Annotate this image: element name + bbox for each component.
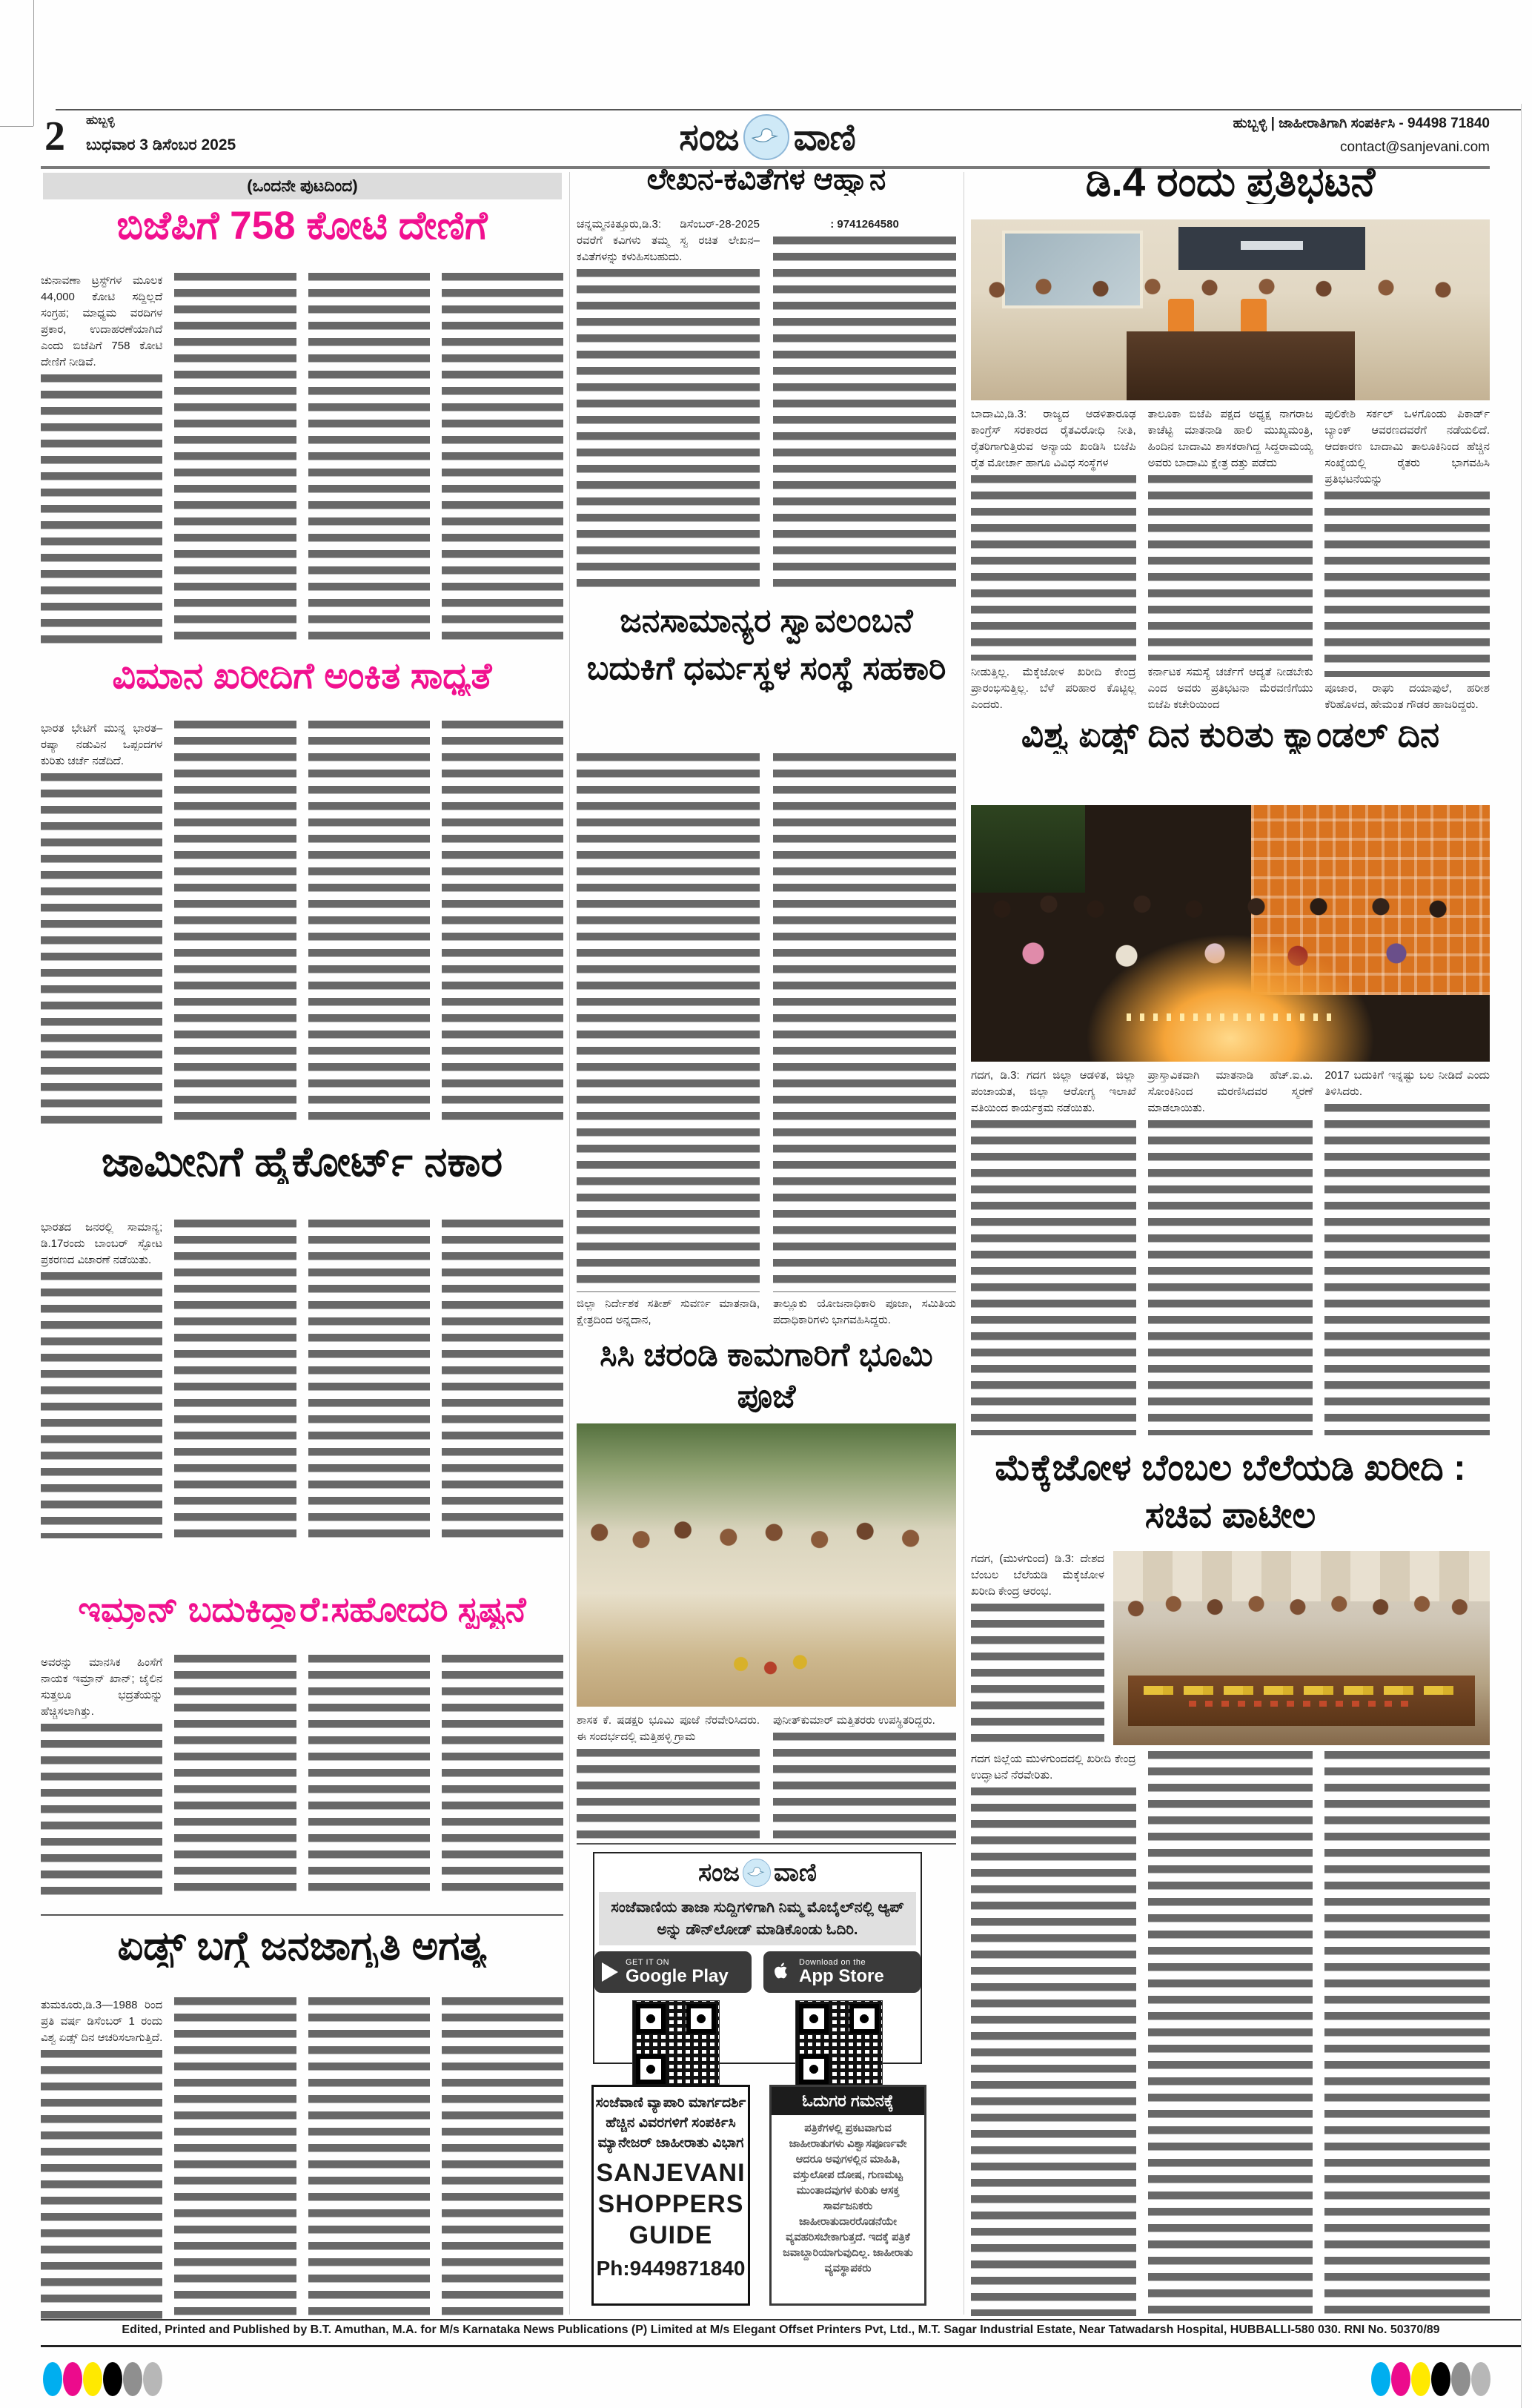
- body-column: [308, 273, 430, 644]
- maize-article-side-column: [971, 1551, 1104, 1745]
- badge-text: [799, 1959, 884, 1986]
- article-body-dharmasthala: [577, 753, 956, 1329]
- corner-crop-mark: [0, 126, 33, 127]
- body-text-lines: [174, 1997, 296, 2321]
- article-body-candle-day: [971, 1068, 1490, 1435]
- body-column: [1148, 1751, 1313, 2316]
- body-column: [1148, 1068, 1313, 1435]
- footer-top-rule: [41, 2319, 1521, 2321]
- cyan-dot: [1371, 2362, 1390, 2396]
- body-column: [442, 273, 563, 644]
- apple-icon: [771, 1960, 792, 1985]
- body-column: [577, 753, 760, 1329]
- app-promo-box: [593, 1852, 922, 2064]
- gathered-people: [1113, 1582, 1490, 1660]
- body-text-lines: [308, 1997, 430, 2321]
- body-column: [773, 1713, 956, 1840]
- badge-label: Google Play: [626, 1966, 729, 1987]
- body-column: [308, 1655, 430, 1899]
- body-text-lines: [577, 269, 760, 587]
- body-text-lines: [773, 236, 956, 587]
- body-column: [442, 721, 563, 1127]
- qr-finder: [799, 2054, 829, 2084]
- article-body-bjp-donation: [41, 273, 563, 644]
- body-column: [971, 406, 1136, 713]
- app-promo-text: ಸಂಜೆವಾಣಿಯ ತಾಜಾ ಸುದ್ದಿಗಳಿಗಾಗಿ ನಿಮ್ಮ ಮೊಬೈಲ್‌ನಲ್ಲಿ ಆ್ಯಪ್ ಅನ್ನು ಡೌನ್‌ಲೋಡ್ ಮಾಡಿಕೊಂಡು ಓದಿರಿ.: [599, 1892, 916, 1945]
- body-column: [174, 1997, 296, 2321]
- logo-text-right: ವಾಣಿ: [793, 116, 855, 158]
- google-play-badge: [594, 1951, 752, 1993]
- body-text-lines: [174, 721, 296, 1127]
- article-headline-maize-msp: ಮೆಕ್ಕೆಜೋಳ ಬೆಂಬಲ ಬೆಲೆಯಡಿ ಖರೀದಿ : ಸಚಿವ ಪಾಟೀಲ: [995, 1448, 1466, 1535]
- logo-text-left: ಸಂಜ: [679, 116, 739, 158]
- body-column: [971, 1751, 1136, 2316]
- article-excerpt: ಪುನೀತ್‌ಕುಮಾರ್ ಮತ್ತಿತರರು ಉಪಸ್ಥಿತರಿದ್ದರು.: [773, 1714, 935, 1727]
- maize-procurement-photo: [1113, 1551, 1490, 1745]
- qr-finder: [636, 2054, 666, 2084]
- badge-top-line: GET IT ON: [626, 1957, 670, 1967]
- article-excerpt: ಪ್ರಾಸ್ತಾವಿಕವಾಗಿ ಮಾತನಾಡಿ ಹೆಚ್.ಐ.ವಿ. ಸೋಂಕಿನಿಂದ ಮರಣಿಸಿದವರ ಸ್ಮರಣೆ ಮಾಡಲಾಯಿತು.: [1147, 1069, 1313, 1114]
- badge-text: [626, 1959, 729, 1986]
- body-text-lines: [442, 273, 563, 644]
- body-text-lines: [41, 773, 162, 1127]
- article-headline-dharmasthala: ಜನಸಾಮಾನ್ಯರ ಸ್ವಾವಲಂಬನೆ ಬದುಕಿಗೆ ಧರ್ಮಸ್ಥಳ ಸಂಸ್ಥೆ ಸಹಕಾರಿ: [586, 603, 946, 687]
- header-top-rule: [56, 109, 1521, 110]
- body-column: [577, 1713, 760, 1840]
- article-headline-aircraft: ವಿಮಾನ ಖರೀದಿಗೆ ಅಂಕಿತ ಸಾಧ್ಯತೆ: [112, 657, 492, 696]
- body-text-lines: [577, 753, 760, 1292]
- reader-notice-title: ಓದುಗರ ಗಮನಕ್ಕೆ: [772, 2087, 924, 2115]
- article-excerpt: ಗದಗ, ಡಿ.3: ಗದಗ ಜಿಲ್ಲಾ ಆಡಳಿತ, ಜಿಲ್ಲಾ ಪಂಚಾಯತ, ಜಿಲ್ಲಾ ಆರೋಗ್ಯ ಇಲಾಖೆ ವತಿಯಿಂದ ಕಾರ್ಯಕ್ರಮ ನಡೆಯಿತು.: [971, 1069, 1136, 1114]
- badge-label: App Store: [799, 1966, 884, 1987]
- google-play-qr-code: [632, 2000, 720, 2088]
- article-excerpt: ತುಮಕೂರು,ಡಿ.3—1988 ರಿಂದ ಪ್ರತಿ ವರ್ಷ ಡಿಸೆಂಬರ್ 1 ರಂದು ವಿಶ್ವ ಏಡ್ಸ್ ದಿನ ಆಚರಿಸಲಾಗುತ್ತಿದೆ.: [41, 1999, 163, 2044]
- logo-text-left: ಸಂಜ: [698, 1858, 740, 1887]
- app-store-badge: [763, 1951, 921, 1993]
- body-text-lines: [1324, 1104, 1490, 1435]
- article-body-aids-awareness: [41, 1997, 563, 2321]
- body-text-lines: [174, 1655, 296, 1899]
- color-registration-marks-right: [1371, 2362, 1491, 2400]
- shoppers-guide-phone: Ph:9449871840: [596, 2257, 746, 2280]
- body-text-lines: [308, 721, 430, 1127]
- gray-dot: [123, 2362, 142, 2396]
- contact-email: contact@sanjevani.com: [1340, 139, 1490, 155]
- black-dot: [1431, 2362, 1450, 2396]
- article-excerpt: ನೀಡುತ್ತಿಲ್ಲ. ಮೆಕ್ಕೆಜೋಳ ಖರೀದಿ ಕೇಂದ್ರ ಪ್ರಾರಂಭಿಸುತ್ತಿಲ್ಲ. ಬೆಳೆ ಪರಿಹಾರ ಕೊಟ್ಟಿಲ್ಲ ಎಂದರು.: [971, 666, 1136, 711]
- light-gray-dot: [1471, 2362, 1490, 2396]
- candle-vigil-photo: [971, 805, 1490, 1062]
- google-play-icon: [602, 1962, 618, 1982]
- shoppers-guide-ad: [591, 2085, 750, 2306]
- article-headline-bjp-donation: ಬಿಜೆಪಿಗೆ 758 ಕೋಟಿ ದೇಣಿಗೆ: [116, 205, 488, 248]
- logo-text-right: ವಾಣಿ: [774, 1858, 817, 1887]
- garlands: [1189, 1701, 1415, 1707]
- app-promo-logo: [594, 1853, 921, 1892]
- app-store-qr-code: [795, 2000, 883, 2088]
- article-excerpt: ಚನ್ನಮ್ಮನಕಿತ್ತೂರು,ಡಿ.3: ಡಿಸೆಂಬರ್-28-2025 ರವರೆಗೆ ಕವಿಗಳು ತಮ್ಮ ಸ್ವ ರಚಿತ ಲೇಖನ–ಕವಿತೆಗಳನ್ನು ಕಳುಹಿಸಬಹುದು.: [577, 218, 760, 263]
- ad-line: ಹೆಚ್ಚಿನ ವಿವರಗಳಿಗೆ ಸಂಪರ್ಕಿಸಿ: [606, 2115, 736, 2131]
- ad-line: ಸಂಜೆವಾಣಿ ವ್ಯಾಪಾರಿ ಮಾರ್ಗದರ್ಶಿ: [595, 2095, 746, 2111]
- article-excerpt: ಪೂಜಾರ, ರಾಘು ದಯಾಪುಲೆ, ಹರೀಶ ಕೆರಿಹೊಳದ, ಹೇಮಂತ ಗೌಡರ ಹಾಜರಿದ್ದರು.: [1324, 682, 1490, 711]
- body-text-lines: [442, 1220, 563, 1538]
- body-column: [308, 1997, 430, 2321]
- article-headline-protest-dec4: ಡಿ.4 ರಂದು ಪ್ರತಿಭಟನೆ: [1085, 160, 1376, 205]
- body-text-lines: [41, 1272, 162, 1538]
- article-headline-cc-drain: ಸಿಸಿ ಚರಂಡಿ ಕಾಮಗಾರಿಗೆ ಭೂಮಿ ಪೂಜೆ: [600, 1337, 933, 1415]
- body-column: [174, 1220, 296, 1538]
- masthead-logo: [645, 111, 889, 163]
- body-text-lines: [442, 721, 563, 1127]
- qr-finder: [636, 2004, 666, 2034]
- edition-date: ಬುಧವಾರ 3 ಡಿಸೆಂಬರ 2025: [86, 136, 236, 153]
- body-text-lines: [1324, 1751, 1490, 2316]
- body-text-lines: [308, 1220, 430, 1538]
- body-column: [971, 1068, 1136, 1435]
- body-text-lines: [1148, 1120, 1313, 1435]
- gray-dot: [1451, 2362, 1470, 2396]
- body-column: [442, 1655, 563, 1899]
- article-excerpt: ಭಾರತದ ಜನರಲ್ಲಿ ಸಾಮಾನ್ಯ; ಡಿ.17ರಂದು ಬಾಂಬರ್ ಸ್ಫೋಟ ಪ್ರಕರಣದ ವಿಚಾರಣೆ ನಡೆಯಿತು.: [41, 1221, 163, 1266]
- contact-phone-number: : 9741264580: [830, 218, 899, 231]
- candle-glow: [1085, 933, 1376, 1062]
- body-text-lines: [773, 1733, 956, 1840]
- crowd-figures: [577, 1509, 956, 1627]
- protest-meeting-photo: [971, 219, 1490, 400]
- column-divider: [569, 172, 570, 2315]
- body-text-lines: [308, 1655, 430, 1899]
- section-divider: [577, 1843, 956, 1845]
- body-column: [41, 273, 162, 644]
- body-text-lines: [174, 1220, 296, 1538]
- body-text-lines: [1148, 475, 1313, 661]
- dove-icon: [743, 1859, 771, 1887]
- color-registration-marks-left: [43, 2362, 163, 2400]
- body-text-lines: [1148, 1751, 1313, 2316]
- shoppers-guide-title: SANJEVANI SHOPPERS GUIDE: [596, 2159, 746, 2249]
- body-column: [174, 1655, 296, 1899]
- article-excerpt: ಗದಗ ಜಿಲ್ಲೆಯ ಮುಳಗುಂದದಲ್ಲಿ ಖರೀದಿ ಕೇಂದ್ರ ಉದ್ಘಾಟನೆ ನೆರವೇರಿತು.: [971, 1753, 1136, 1782]
- qr-finder: [686, 2004, 716, 2034]
- imprint-line: Edited, Printed and Published by B.T. Amuthan, M.A. for M/s Karnataka News Publications (P) Limited at M/s Elegant Offset Printers Pvt, Ltd., M.T. Sagar Industrial Estate, Near Tatwadarsh Hospital, HUBBALLI-580 030. RNI No. 50370/89: [122, 2323, 1440, 2336]
- light-gray-dot: [143, 2362, 162, 2396]
- article-headline-aids-awareness: ಏಡ್ಸ್ ಬಗ್ಗೆ ಜನಜಾಗೃತಿ ಅಗತ್ಯ: [117, 1925, 487, 1968]
- body-column: [1324, 1068, 1490, 1435]
- body-column: [308, 1220, 430, 1538]
- article-body-cc-drain: [577, 1713, 956, 1840]
- cyan-dot: [43, 2362, 62, 2396]
- article-excerpt: ಗದಗ, (ಮುಳಗುಂದ) ಡಿ.3: ದೇಶದ ಬೆಂಬಲ ಬೆಲೆಯಡಿ ಮೆಕ್ಕೆಜೋಳ ಖರೀದಿ ಕೇಂದ್ರ ಆರಂಭ.: [971, 1552, 1104, 1598]
- body-text-lines: [174, 273, 296, 644]
- body-text-lines: [577, 1749, 760, 1840]
- reader-notice-body: ಪತ್ರಿಕೆಗಳಲ್ಲಿ ಪ್ರಕಟವಾಗುವ ಜಾಹೀರಾತುಗಳು ವಿಶ್ವಾಸಪೂರ್ಣವೇ ಆದರೂ ಅವುಗಳಲ್ಲಿನ ಮಾಹಿತಿ, ವಸ್ತುಲೋಪ ದೋಷ, ಗುಣಮಟ್ಟ ಮುಂತಾದವುಗಳ ಕುರಿತು ಆಸಕ್ತ ಸಾರ್ವಜನಿಕರು ಜಾಹೀರಾತುದಾರರೊಡನೆಯೇ ವ್ಯವಹರಿಸಬೇಕಾಗುತ್ತದೆ. ಇದಕ್ಕೆ ಪತ್ರಿಕೆ ಜವಾಬ್ದಾರಿಯಾಗುವುದಿಲ್ಲ. ಜಾಹೀರಾತು ವ್ಯವಸ್ಥಾಪಕರು: [783, 2123, 913, 2275]
- maize-display: [1144, 1686, 1460, 1695]
- article-excerpt: ಚುನಾವಣಾ ಟ್ರಸ್ಟ್‌ಗಳ ಮೂಲಕ 44,000 ಕೋಟಿ ಸದ್ದಿಲ್ಲದೆ ಸಂಗ್ರಹ; ಮಾಧ್ಯಮ ವರದಿಗಳ ಪ್ರಕಾರ, ಉದಾಹರಣೆಯಾಗಿದೆ ಎಂದು ಬಿಜೆಪಿಗೆ 758 ಕೋಟಿ ದೇಣಿಗೆ ನೀಡಿವೆ.: [41, 274, 163, 368]
- body-column: [1324, 1751, 1490, 2316]
- signboard-text: [1241, 241, 1303, 250]
- body-column: [1324, 406, 1490, 713]
- qr-codes-row: [594, 2000, 921, 2088]
- magenta-dot: [63, 2362, 82, 2396]
- body-text-lines: [1324, 492, 1490, 677]
- body-text-lines: [41, 2050, 162, 2321]
- badge-top-line: Download on the: [799, 1957, 866, 1967]
- body-text-lines: [308, 273, 430, 644]
- advert-contact-line: ಹುಬ್ಬಳ್ಳಿ | ಜಾಹೀರಾತಿಗಾಗಿ ಸಂಪರ್ಕಿಸಿ - 94498 71840: [1233, 116, 1490, 131]
- dove-icon: [743, 114, 789, 160]
- body-column: [41, 721, 162, 1127]
- body-column: [41, 1997, 162, 2321]
- article-excerpt: ಶಾಸಕ ಕೆ. ಷಡಕ್ಷರಿ ಭೂಮಿ ಪೂಜೆ ನೆರವೇರಿಸಿದರು. ಈ ಸಂದರ್ಭದಲ್ಲಿ ಮತ್ತಿಹಳ್ಳಿ ಗ್ರಾಮ: [577, 1714, 760, 1743]
- article-body-protest-dec4: [971, 406, 1490, 713]
- body-text-lines: [41, 374, 162, 644]
- body-text-lines: [971, 1120, 1136, 1435]
- article-body-imran: [41, 1655, 563, 1899]
- body-column: [577, 216, 760, 587]
- article-excerpt: 2017 ಬದುಕಿಗೆ ಇನ್ನಷ್ಟು ಬಲ ನೀಡಿದೆ ಎಂದು ತಿಳಿಸಿದರು.: [1324, 1069, 1490, 1098]
- yellow-dot: [83, 2362, 102, 2396]
- body-text-lines: [773, 753, 956, 1292]
- store-badges-row: [594, 1951, 921, 1993]
- article-excerpt: ಪುಲಿಕೇಶಿ ಸರ್ಕಲ್ ಒಳಗೊಂಡು ಪಿಕಾರ್ಡ್ ಬ್ಯಾಂಕ್ ಆವರಣದವರೆಗೆ ನಡೆಯಲಿದೆ. ಆದಕಾರಣ ಬಾದಾಮಿ ತಾಲೂಕಿನಿಂದ ಹೆಚ್ಚಿನ ಸಂಖ್ಯೆಯಲ್ಲಿ ರೈತರು ಭಾಗವಹಿಸಿ ಪ್ರತಿಭಟನೆಯನ್ನು: [1324, 408, 1490, 486]
- qr-finder: [799, 2004, 829, 2034]
- body-text-lines: [41, 1724, 162, 1899]
- page-number: 2: [44, 113, 65, 159]
- body-column: [773, 216, 956, 587]
- body-column: [773, 753, 956, 1329]
- article-excerpt: ತಾಲ್ಲೂಕು ಯೋಜನಾಧಿಕಾರಿ ಪೂಜಾ, ಸಮಿತಿಯ ಪದಾಧಿಕಾರಿಗಳು ಭಾಗವಹಿಸಿದ್ದರು.: [773, 1297, 956, 1326]
- black-dot: [103, 2362, 122, 2396]
- reader-notice-box: [769, 2085, 926, 2306]
- article-excerpt: ಭಾರತ ಭೇಟಿಗೆ ಮುನ್ನ ಭಾರತ–ರಷ್ಯಾ ನಡುವಿನ ಒಪ್ಪಂದಗಳ ಕುರಿತು ಚರ್ಚೆ ನಡೆದಿದೆ.: [41, 722, 163, 767]
- article-excerpt: ತಾಲೂಕಾ ಬಿಜೆಪಿ ಪಕ್ಷದ ಅಧ್ಯಕ್ಷ ನಾಗರಾಜ ಕಾಚೆಟ್ಟಿ ಮಾತನಾಡಿ ಹಾಲಿ ಮುಖ್ಯಮಂತ್ರಿ, ಹಿಂದಿನ ಬಾದಾಮಿ ಶಾಸಕರಾಗಿದ್ದ ಸಿದ್ದರಾಮಯ್ಯ ಅವರು ಬಾದಾಮಿ ಕ್ಷೇತ್ರ ದತ್ತು ಪಡೆದು: [1147, 408, 1313, 469]
- pooja-items: [721, 1644, 820, 1684]
- seated-people: [971, 274, 1490, 328]
- magenta-dot: [1391, 2362, 1410, 2396]
- meeting-table: [1127, 331, 1355, 400]
- yellow-dot: [1411, 2362, 1430, 2396]
- body-text-lines: [442, 1655, 563, 1899]
- qr-finder: [849, 2004, 879, 2034]
- body-text-lines: [971, 1787, 1136, 2316]
- article-excerpt: ಜಿಲ್ಲಾ ನಿರ್ದೇಶಕ ಸತೀಶ್ ಸುವರ್ಣ ಮಾತನಾಡಿ, ಕ್ಷೇತ್ರದಿಂದ ಅನ್ನದಾನ,: [577, 1297, 760, 1326]
- footer-bottom-rule: [41, 2345, 1521, 2347]
- body-text-lines: [971, 475, 1136, 661]
- article-body-aircraft: [41, 721, 563, 1127]
- article-body-bail-refused: [41, 1220, 563, 1538]
- right-margin-line: [1521, 104, 1522, 2408]
- candle-flames-row: [1127, 1013, 1334, 1021]
- body-column: [1148, 406, 1313, 713]
- continued-from-page1-kicker: (ಒಂದನೇ ಪುಟದಿಂದ): [43, 173, 562, 199]
- body-column: [174, 721, 296, 1127]
- body-column: [41, 1220, 162, 1538]
- edition-city: ಹುಬ್ಬಳ್ಳಿ: [86, 114, 115, 127]
- article-headline-candle-day: ವಿಶ್ವ ಏಡ್ಸ್ ದಿನ ಕುರಿತು ಕ್ಯಾಂಡಲ್ ದಿನ: [1021, 716, 1440, 754]
- article-body-maize-msp: [971, 1751, 1490, 2316]
- section-divider: [41, 1914, 563, 1916]
- body-text-lines: [971, 1604, 1104, 1745]
- body-column: [174, 273, 296, 644]
- article-excerpt: ಬಾದಾಮಿ,ಡಿ.3: ರಾಜ್ಯದ ಆಡಳಿತಾರೂಢ ಕಾಂಗ್ರೆಸ್ ಸರಕಾರದ ರೈತವಿರೋಧಿ ನೀತಿ, ರೈತರಿಗಾಗುತ್ತಿರುವ ಅನ್ಯಾಯ ಖಂಡಿಸಿ ಬಿಜೆಪಿ ರೈತ ಮೋರ್ಚಾ ಹಾಗೂ ವಿವಿಧ ಸಂಸ್ಥೆಗಳ: [971, 408, 1136, 469]
- bhoomi-pooja-photo: [577, 1423, 956, 1707]
- article-headline-poems-invite: ಲೇಖನ-ಕವಿತೆಗಳ ಆಹ್ವಾನ: [646, 164, 886, 196]
- body-column: [41, 1655, 162, 1899]
- corner-crop-mark: [33, 0, 34, 126]
- article-headline-imran: ಇಮ್ರಾನ್ ಬದುಕಿದ್ದಾರೆ:ಸಹೋದರಿ ಸ್ಪಷ್ಟನೆ: [78, 1591, 526, 1629]
- body-text-lines: [442, 1997, 563, 2321]
- article-body-poems-invite: [577, 216, 956, 587]
- body-column: [308, 721, 430, 1127]
- body-column: [442, 1997, 563, 2321]
- ad-line: ಮ್ಯಾನೇಜರ್ ಜಾಹೀರಾತು ವಿಭಾಗ: [597, 2135, 744, 2151]
- body-column: [442, 1220, 563, 1538]
- article-excerpt: ಕರ್ನಾಟಕ ಸಮಸ್ಯೆ ಚರ್ಚೆಗೆ ಆದ್ಯತೆ ನೀಡಬೇಕು ಎಂದ ಅವರು ಪ್ರತಿಭಟನಾ ಮೆರವಣಿಗೆಯು ಬಿಜೆಪಿ ಕಚೇರಿಯಿಂದ: [1147, 666, 1313, 711]
- article-excerpt: ಅವರನ್ನು ಮಾನಸಿಕ ಹಿಂಸೆಗೆ ನಾಯಕ ಇಮ್ರಾನ್ ಖಾನ್; ಜೈಲಿನ ಸುತ್ತಲೂ ಭದ್ರತೆಯನ್ನು ಹೆಚ್ಚಿಸಲಾಗಿತ್ತು.: [41, 1656, 163, 1718]
- article-headline-bail-refused: ಜಾಮೀನಿಗೆ ಹೈಕೋರ್ಟ್ ನಕಾರ: [101, 1140, 503, 1185]
